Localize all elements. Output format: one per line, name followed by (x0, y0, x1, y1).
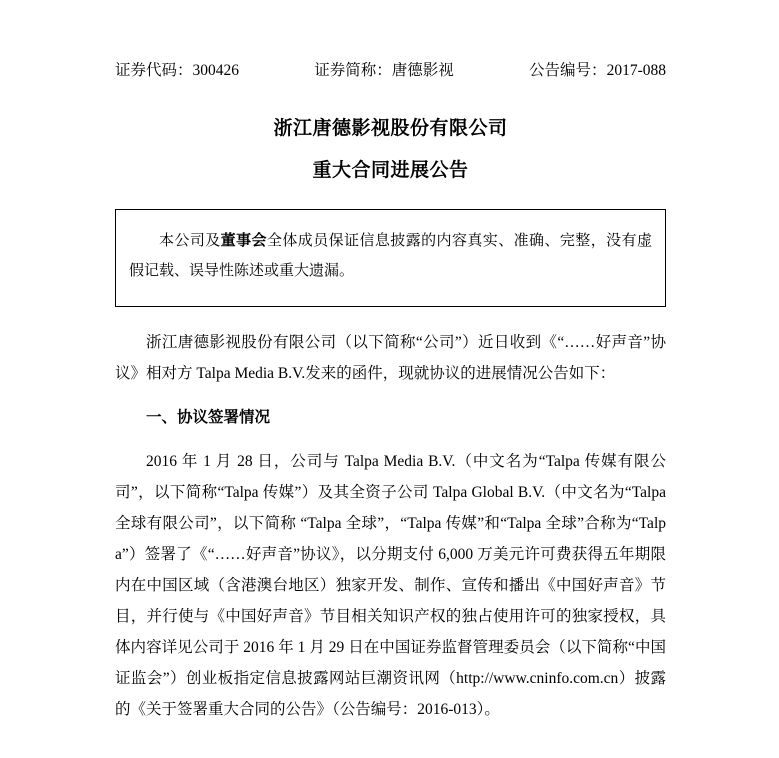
announcement-number-field (529, 62, 666, 81)
security-code-field (115, 62, 239, 81)
document-header-line (115, 62, 666, 81)
page-title-subject: 重大合同进展公告 (312, 160, 469, 182)
page-title-company: 浙江唐德影视股份有限公司 (273, 117, 508, 139)
announcement-number-label: 公告编号： (529, 62, 607, 79)
paragraph-intro: 浙江唐德影视股份有限公司（以下简称“公司”）近日收到《“……好声音”协议》相对方 Talpa Media B.V.发来的函件，现就协议的进展情况公告如下： (115, 334, 666, 383)
security-code-label: 证券代码： (115, 62, 193, 79)
disclaimer-text (129, 226, 652, 286)
section-heading-one: 一、协议签署情况 (146, 409, 271, 427)
disclaimer-box (115, 209, 666, 307)
paragraph-section-one-body: 2016 年 1 月 28 日，公司与 Talpa Media B.V.（中文名为“Talpa 传媒有限公司”，以下简称“Talpa 传媒”）及其全资子公司 Talpa Global B.V.（中文名为“Talpa 全球有限公司”，以下简称 “Talpa 全球”，“Talpa 传媒”和“Talpa 全球”合称为“Talpa”）签署了《“……好声音”协议》，以分期支付 6,000 万美元许可费获得五年期限内在中国区域（含港澳台地区）独家开发、制作、宣传和播出《中国好声音》节目，并行使与《中国好声音》节目相关知识产权的独占使用许可的独家授权，具体内容详见公司于 2016 年 1 月 29 日在中国证券监督管理委员会（以下简称“中国证监会”）创业板指定信息披露网站巨潮资讯网（http://www.cninfo.com.cn）披露的《关于签署重大合同的公告》（公告编号：2016-013）。 (115, 453, 666, 719)
security-name-label: 证券简称： (314, 62, 392, 79)
document-content-column (115, 0, 666, 725)
security-name-field (314, 62, 454, 81)
security-code-value: 300426 (192, 62, 240, 79)
security-name-value: 唐德影视 (391, 62, 454, 79)
announcement-number-value: 2017-088 (606, 62, 666, 79)
disclaimer-emphasis: 董事会 (220, 232, 267, 250)
disclaimer-rest: 全体成员保证信息披露的内容真实、准确、完整，没有虚假记载、误导性陈述或重大遗漏。 (129, 232, 652, 280)
disclaimer-lead: 本公司及 (159, 232, 221, 250)
